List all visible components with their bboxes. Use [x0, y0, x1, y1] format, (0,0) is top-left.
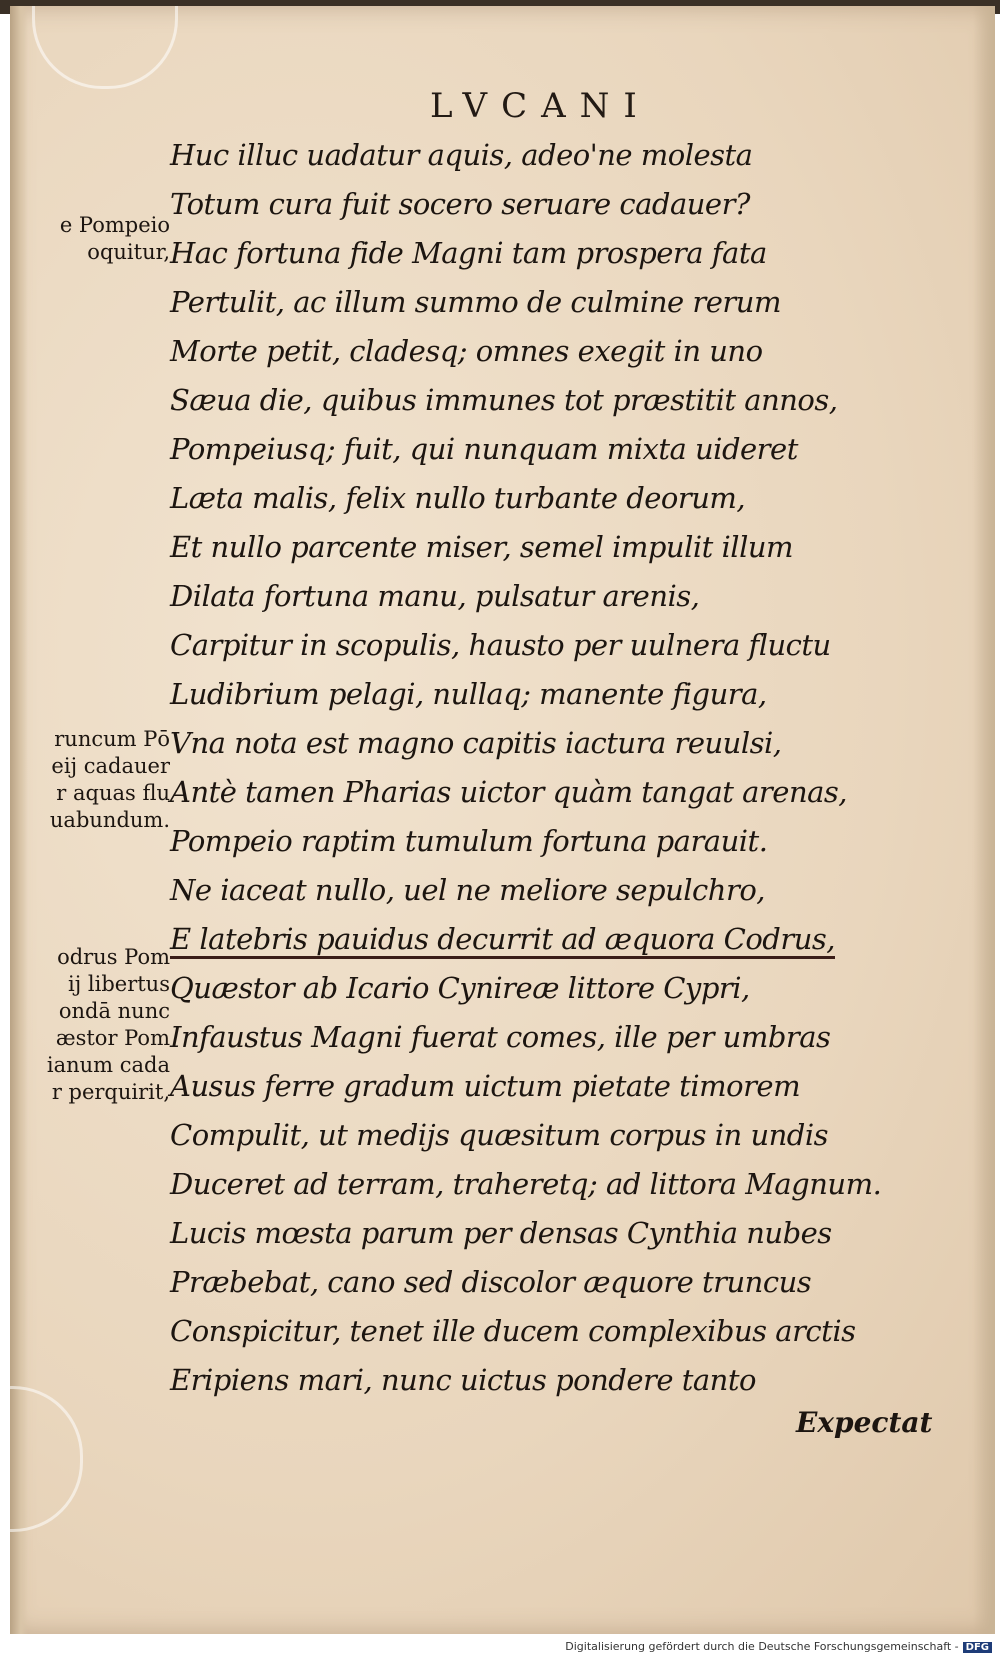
marginal-note-line: ondā nunc [58, 999, 170, 1023]
verse-line: Quæstor ab Icario Cynireæ littore Cypri, [170, 971, 750, 1005]
verse-line: Duceret ad terram, traheretq; ad littora Magnum. [170, 1167, 882, 1201]
book-page [10, 6, 995, 1634]
verse-line: Ludibrium pelagi, nullaq; manente figura, [170, 677, 767, 711]
verse-line: Pompeiusq; fuit, qui nunquam mixta uideret [170, 432, 798, 466]
page-edge-shadow [973, 6, 995, 1634]
verse-line: Carpitur in scopulis, hausto per uulnera fluctu [170, 628, 831, 662]
marginal-note-line: r aquas flu [56, 781, 170, 805]
marginal-note [10, 944, 170, 1106]
verse-line: Totum cura fuit socero seruare cadauer? [170, 187, 750, 221]
verse-line: Compulit, ut medijs quæsitum corpus in undis [170, 1118, 829, 1152]
verse-line: Morte petit, cladesq; omnes exegit in uno [170, 334, 763, 368]
verse-line: Infaustus Magni fuerat comes, ille per umbras [170, 1020, 831, 1054]
verse-line: Ausus ferre gradum uictum pietate timorem [170, 1069, 801, 1103]
clip-outline-top [32, 6, 178, 89]
credit-text: Digitalisierung gefördert durch die Deutsche Forschungsgemeinschaft - [565, 1640, 959, 1653]
marginal-note [10, 212, 170, 266]
marginal-note-line: ij libertus [68, 972, 170, 996]
marginal-note-line: runcum Pō [54, 727, 170, 751]
verse-line: Sæua die, quibus immunes tot præstitit annos, [170, 383, 838, 417]
dfg-logo: DFG [963, 1642, 992, 1653]
verse-line: Vna nota est magno capitis iactura reuulsi, [170, 726, 782, 760]
verse-line: Hac fortuna fide Magni tam prospera fata [170, 236, 767, 270]
marginal-note-line: æstor Pom [55, 1026, 170, 1050]
verse-line: Huc illuc uadatur aquis, adeo'ne molesta [170, 138, 753, 172]
verse-line: Dilata fortuna manu, pulsatur arenis, [170, 579, 700, 613]
verse-line: Pertulit, ac illum summo de culmine rerum [170, 285, 781, 319]
verse-line-underlined: E latebris pauidus decurrit ad æquora Codrus, [170, 922, 835, 956]
verse-line: Præbebat, cano sed discolor æquore truncus [170, 1265, 812, 1299]
verse-line: Eripiens mari, nunc uictus pondere tanto [170, 1363, 756, 1397]
marginal-note-line: odrus Pom [57, 945, 170, 969]
verse-block [170, 131, 882, 1405]
digitization-credit [0, 1640, 992, 1653]
verse-line: Pompeio raptim tumulum fortuna parauit. [170, 824, 768, 858]
clip-outline-bottom [10, 1386, 83, 1532]
marginal-note-line: e Pompeio [59, 213, 170, 237]
verse-line: Conspicitur, tenet ille ducem complexibus arctis [170, 1314, 856, 1348]
marginal-note-line: ianum cada [46, 1053, 170, 1077]
marginal-note-line: eij cadauer [51, 754, 170, 778]
running-header: LVCANI [430, 86, 651, 126]
verse-line: Antè tamen Pharias uictor quàm tangat arenas, [170, 775, 848, 809]
verse-line: Lucis mœsta parum per densas Cynthia nubes [170, 1216, 832, 1250]
verse-line: Ne iaceat nullo, uel ne meliore sepulchro, [170, 873, 766, 907]
marginal-note-line: uabundum. [49, 808, 170, 832]
catchword: Expectat [796, 1406, 933, 1439]
marginal-note [10, 726, 170, 834]
verse-line: Læta malis, felix nullo turbante deorum, [170, 481, 746, 515]
marginal-note-line: oquitur, [87, 240, 170, 264]
verse-line: Et nullo parcente miser, semel impulit illum [170, 530, 794, 564]
marginal-note-line: r perquirit, [51, 1080, 170, 1104]
